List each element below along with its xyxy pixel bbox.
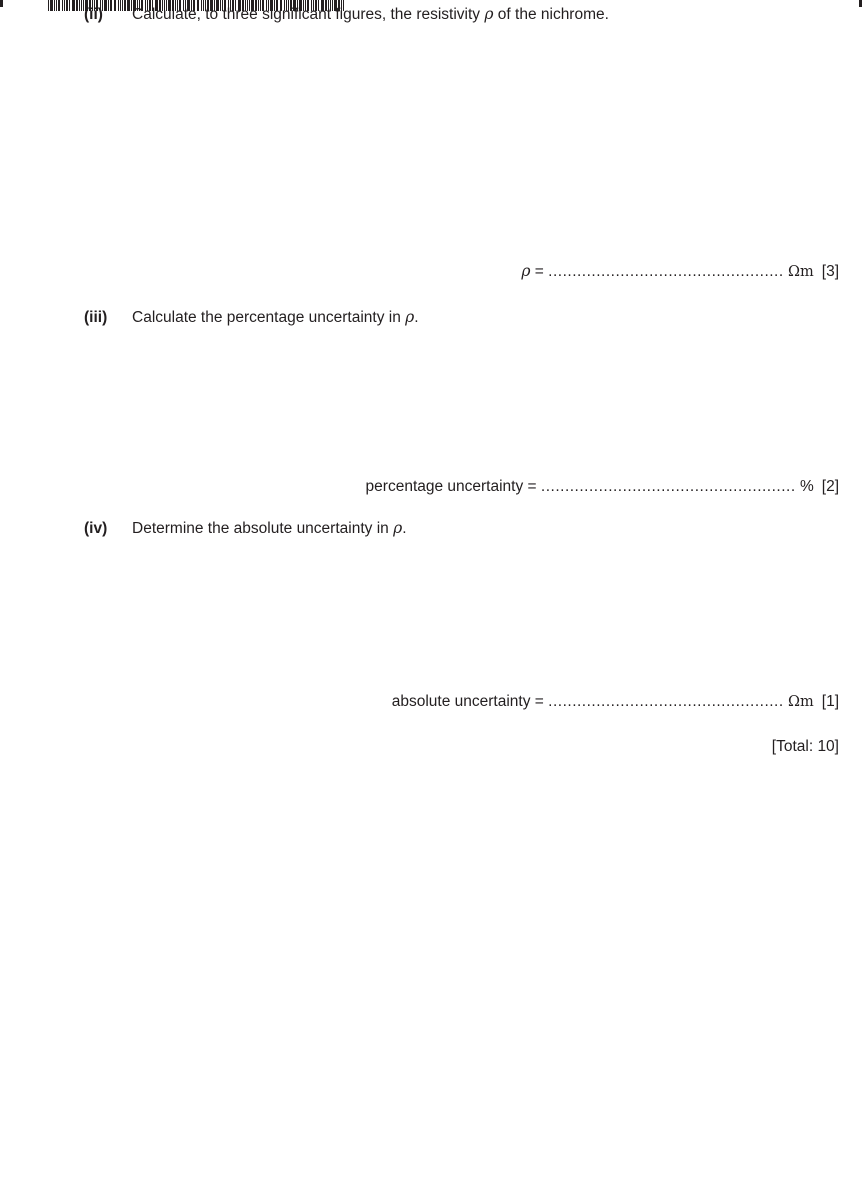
question-text-end: . — [414, 309, 419, 326]
question-number: (iv) — [84, 520, 108, 537]
barcode-bar — [72, 0, 75, 11]
answer-dots[interactable]: ..................................................... — [540, 478, 796, 495]
question-text-end: . — [402, 520, 407, 537]
question-iii — [84, 308, 419, 327]
marks-badge: [3] — [821, 263, 839, 280]
answer-unit: Ωm — [787, 264, 814, 280]
answer-line-percentage-uncertainty[interactable] — [366, 478, 839, 496]
answer-equals: = — [530, 263, 549, 280]
barcode-bar — [79, 0, 80, 11]
barcode-bar — [48, 0, 49, 11]
barcode-bar — [69, 0, 70, 11]
rho-symbol: ρ — [393, 519, 403, 537]
question-text: Calculate the percentage uncertainty in — [132, 309, 406, 326]
question-iv — [84, 519, 407, 538]
question-number: (ii) — [84, 6, 103, 23]
answer-label: absolute uncertainty — [391, 693, 531, 710]
corner-registration-mark-left — [0, 0, 3, 7]
marks-badge: [1] — [821, 693, 839, 710]
question-text-end: of the nichrome. — [493, 6, 609, 23]
question-number: (iii) — [84, 309, 108, 326]
question-text: Determine the absolute uncertainty in — [132, 520, 394, 537]
barcode-bar — [76, 0, 78, 11]
answer-line-resistivity[interactable] — [521, 262, 839, 281]
barcode-bar — [50, 0, 53, 11]
question-ii — [84, 5, 609, 24]
answer-equals: = — [530, 693, 549, 710]
question-text: Calculate, to three significant figures, the resistivity — [132, 6, 485, 23]
answer-dots[interactable]: ................................................. — [548, 693, 784, 710]
barcode-bar — [64, 0, 65, 11]
barcode-bar — [58, 0, 60, 11]
marks-badge: [2] — [821, 478, 839, 495]
answer-unit: % — [799, 478, 814, 495]
barcode-bar — [81, 0, 82, 11]
barcode-bar — [56, 0, 57, 11]
barcode-bar — [62, 0, 63, 11]
rho-symbol: ρ — [405, 308, 415, 326]
barcode-bar — [66, 0, 68, 11]
answer-unit: Ωm — [787, 694, 814, 710]
answer-dots[interactable]: ................................................. — [548, 263, 784, 280]
answer-equals: = — [523, 478, 541, 495]
answer-line-absolute-uncertainty[interactable] — [392, 693, 839, 711]
answer-label: percentage uncertainty — [365, 478, 524, 495]
barcode-bar — [54, 0, 55, 11]
total-marks: [Total: 10] — [771, 738, 839, 755]
answer-label: ρ — [521, 262, 531, 280]
rho-symbol: ρ — [484, 5, 494, 23]
